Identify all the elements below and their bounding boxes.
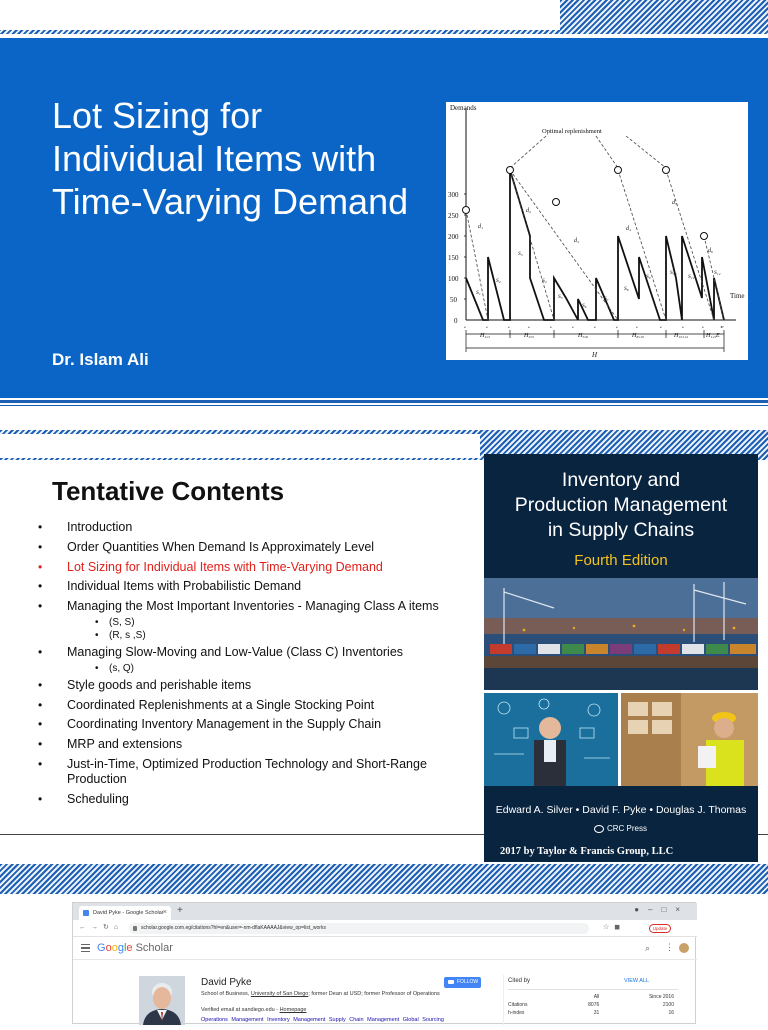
replenish-point [615, 167, 622, 174]
s-label: S₆ [582, 303, 587, 309]
slide-author: Dr. Islam Ali [52, 350, 149, 369]
book-edition: Fourth Edition [574, 552, 668, 569]
cited-divider [508, 989, 678, 990]
scholar-header [73, 938, 697, 960]
contents-item [38, 757, 478, 787]
contents-item-text: Coordinated Replenishments at a Single Stocking Point [67, 697, 375, 712]
h-label: H₁,₃ [480, 333, 491, 339]
publisher-name: CRC Press [607, 824, 648, 833]
slide-title: Lot Sizing for Individual Items with Time-Varying Demand [52, 95, 409, 222]
h-total-label: H [592, 351, 598, 359]
profile-photo [139, 976, 185, 1025]
contents-item [38, 698, 478, 713]
contents-item [38, 560, 478, 575]
book-copyright: 2017 by Taylor & Francis Group, LLC [500, 846, 674, 857]
reload-icon[interactable]: ↻ [103, 924, 114, 931]
y-tick: 300 [448, 191, 459, 199]
url-input[interactable] [129, 923, 589, 934]
s-label: S₁₁ [688, 274, 695, 280]
back-icon[interactable]: ← [79, 924, 91, 931]
bottom-strip-white-block [0, 838, 484, 862]
d-label: d₄ [626, 226, 632, 232]
d-label: d₅ [672, 200, 678, 206]
contents-item [38, 599, 478, 642]
d-label: d₃ [574, 238, 580, 244]
address-bar-row [73, 920, 697, 937]
contents-item-text: MRP and extensions [67, 737, 183, 752]
table-cell: Citations [508, 1002, 528, 1008]
y-tick: 250 [448, 212, 459, 220]
book-publisher [594, 824, 647, 833]
profile-icon[interactable]: ● [634, 905, 649, 914]
affiliation-link[interactable]: University of San Diego [250, 991, 309, 997]
close-tab-icon[interactable]: × [162, 909, 167, 916]
interest-link[interactable]: Global Sourcing [402, 1017, 444, 1023]
menu-icon[interactable] [81, 944, 90, 952]
table-cell: 8076 [588, 1002, 600, 1008]
h-label: H₁₂,E [706, 333, 720, 339]
contents-item-text: Just-in-Time, Optimized Production Technology and Short-Range Production [67, 756, 427, 786]
slide-divider [0, 400, 768, 403]
extensions-icon[interactable]: ◼ [614, 924, 626, 931]
d-label: d₆ [708, 248, 714, 254]
follow-button[interactable]: FOLLOW [444, 977, 481, 988]
mid-strip-white-block [0, 434, 480, 458]
inventory-sawtooth [466, 170, 724, 320]
table-row [508, 1001, 674, 1009]
profile-affiliation [201, 991, 441, 998]
demand-sawtooth-chart [446, 102, 748, 328]
window-controls[interactable] [634, 905, 689, 914]
new-tab-icon[interactable]: + [177, 905, 183, 916]
profile-interests [201, 1017, 444, 1023]
contents-sublist [67, 663, 478, 675]
contents-item [38, 678, 478, 693]
y-tick: 200 [448, 233, 459, 241]
book-authors: Edward A. Silver • David F. Pyke • Douglas J. Thomas [495, 804, 747, 816]
lock-icon [133, 926, 137, 931]
s-label: S₅ [558, 294, 563, 300]
s-label: S₁₂ [714, 270, 721, 276]
s-label: S₇ [604, 296, 609, 302]
affiliation-text: ; former Dean at USD; former Professor of Operations [308, 991, 440, 997]
table-cell: 16 [668, 1010, 674, 1016]
tab-title: David Pyke - Google Scholar [93, 910, 164, 916]
contents-item [38, 645, 478, 675]
book-title-line: in Supply Chains [547, 519, 695, 541]
contents-list [38, 520, 478, 812]
y-tick: 50 [450, 296, 457, 304]
scholar-favicon-icon [83, 910, 89, 916]
s-label: S₄ [542, 278, 547, 284]
annotation-label: Optimal replenishment [542, 128, 602, 135]
profile-email [201, 1007, 307, 1013]
replenish-point [663, 167, 670, 174]
book-title [484, 468, 758, 543]
s-label: S₂ [496, 278, 501, 284]
horizon-brackets [446, 328, 748, 360]
contents-item-text: Managing the Most Important Inventories - Managing Class A items [67, 599, 439, 614]
demand-figure [446, 102, 748, 328]
y-tick: 100 [448, 275, 459, 283]
nav-buttons [79, 923, 123, 931]
s-label: S₃ [518, 251, 523, 257]
book-title-line: Inventory and [561, 469, 681, 491]
close-window-icon[interactable]: × [675, 905, 689, 914]
maximize-icon[interactable]: □ [661, 905, 676, 914]
h-label: H₁₀,₁₂ [674, 333, 689, 339]
y-axis-label: Demands [450, 104, 477, 112]
s-label: S₉ [646, 274, 651, 280]
contents-item [38, 717, 478, 732]
bottom-hatch-strip [0, 864, 768, 894]
table-row [508, 1009, 674, 1017]
x-axis-label: Time [730, 292, 745, 300]
browser-tab-bar [73, 903, 697, 920]
book-cover-artwork [484, 578, 758, 786]
top-strip-white-block [0, 0, 560, 30]
contents-item [38, 737, 478, 752]
title-slide [0, 38, 768, 398]
contents-item-text: Individual Items with Probabilistic Demand [67, 579, 302, 594]
contents-item [38, 520, 478, 535]
account-avatar[interactable] [679, 943, 689, 953]
table-cell: 2100 [662, 1002, 674, 1008]
search-icon[interactable]: ⌕ [645, 943, 651, 953]
address-bar-actions [603, 923, 625, 931]
contents-item [38, 792, 478, 807]
apps-grid-icon[interactable]: ⋮ [665, 942, 674, 952]
star-icon[interactable]: ☆ [603, 924, 615, 931]
contents-item-text: Introduction [67, 520, 133, 534]
contents-item-text: Lot Sizing for Individual Items with Time-Varying Demand [67, 559, 383, 574]
contents-item-text: Style goods and perishable items [67, 677, 252, 692]
email-text: Verified email at sandiego.edu - [201, 1007, 280, 1013]
s-label: S₈ [624, 286, 629, 292]
scholar-browser-screenshot [72, 902, 696, 1024]
table-cell: h-index [508, 1010, 525, 1016]
google-scholar-logo[interactable]: Google Scholar [97, 942, 173, 954]
replenish-point [553, 199, 560, 206]
contents-subitem: • (R, s ,S) [95, 630, 478, 642]
cited-table [508, 993, 674, 1017]
interest-link[interactable]: Supply Chain Management [328, 1017, 400, 1023]
crc-logo-icon [594, 825, 604, 833]
interest-link[interactable]: Operations Management [201, 1017, 264, 1023]
contents-title: Tentative Contents [52, 476, 285, 506]
logo-scholar-word: Scholar [135, 942, 173, 954]
book-cover [484, 454, 758, 862]
table-row [508, 993, 674, 1001]
home-icon[interactable]: ⌂ [113, 924, 124, 931]
contents-item-text: Coordinating Inventory Management in the Supply Chain [67, 717, 382, 732]
replenish-point [507, 167, 514, 174]
view-all-link[interactable]: VIEW ALL [624, 978, 650, 984]
homepage-link[interactable]: Homepage [279, 1007, 307, 1013]
y-tick: 150 [448, 254, 459, 262]
affiliation-text: School of Business, [201, 991, 251, 997]
contents-sublist [67, 617, 478, 642]
h-label: H₈,₁₀ [632, 333, 645, 339]
replenish-point [463, 207, 470, 214]
contents-subitem: • (s, Q) [95, 663, 478, 675]
interest-link[interactable]: Inventory Management [267, 1017, 326, 1023]
table-header: All [593, 994, 600, 1000]
table-cell [508, 993, 566, 1001]
book-title-line: Production Management [514, 494, 728, 516]
contents-item-text: Scheduling [67, 791, 129, 806]
h-label: H₃,₅ [524, 333, 535, 339]
contents-item [38, 579, 478, 594]
contents-item-text: Managing Slow-Moving and Low-Value (Class C) Inventories [67, 644, 404, 659]
url-text: scholar.google.com.eg/citations?hl=en&user=-nm-dflaKAAAAJ&view_op=list_works [141, 925, 326, 931]
replenish-point [701, 233, 708, 240]
profile-name[interactable]: David Pyke [201, 977, 252, 988]
y-tick: 0 [454, 317, 458, 325]
minimize-icon[interactable]: – [648, 905, 662, 914]
s-label: S₁₀ [670, 270, 677, 276]
forward-icon[interactable]: → [91, 924, 103, 931]
s-label: S₁ [476, 290, 481, 296]
d-label: d₁ [478, 224, 484, 230]
browser-tab[interactable] [79, 906, 171, 920]
d-label: d₂ [526, 208, 532, 214]
contents-item-text: Order Quantities When Demand Is Approximately Level [67, 539, 375, 554]
contents-subitem: • (S, S) [95, 617, 478, 629]
cited-by-heading: Cited by [508, 978, 531, 984]
table-cell: 31 [593, 1010, 600, 1016]
contents-item [38, 540, 478, 555]
update-button[interactable]: Update [649, 924, 671, 933]
profile-photo-image [139, 976, 185, 1025]
cited-by-panel [503, 975, 685, 1025]
slide-divider [0, 405, 768, 406]
table-header: Since 2016 [648, 994, 674, 1000]
h-label: H₅,₈ [578, 333, 589, 339]
